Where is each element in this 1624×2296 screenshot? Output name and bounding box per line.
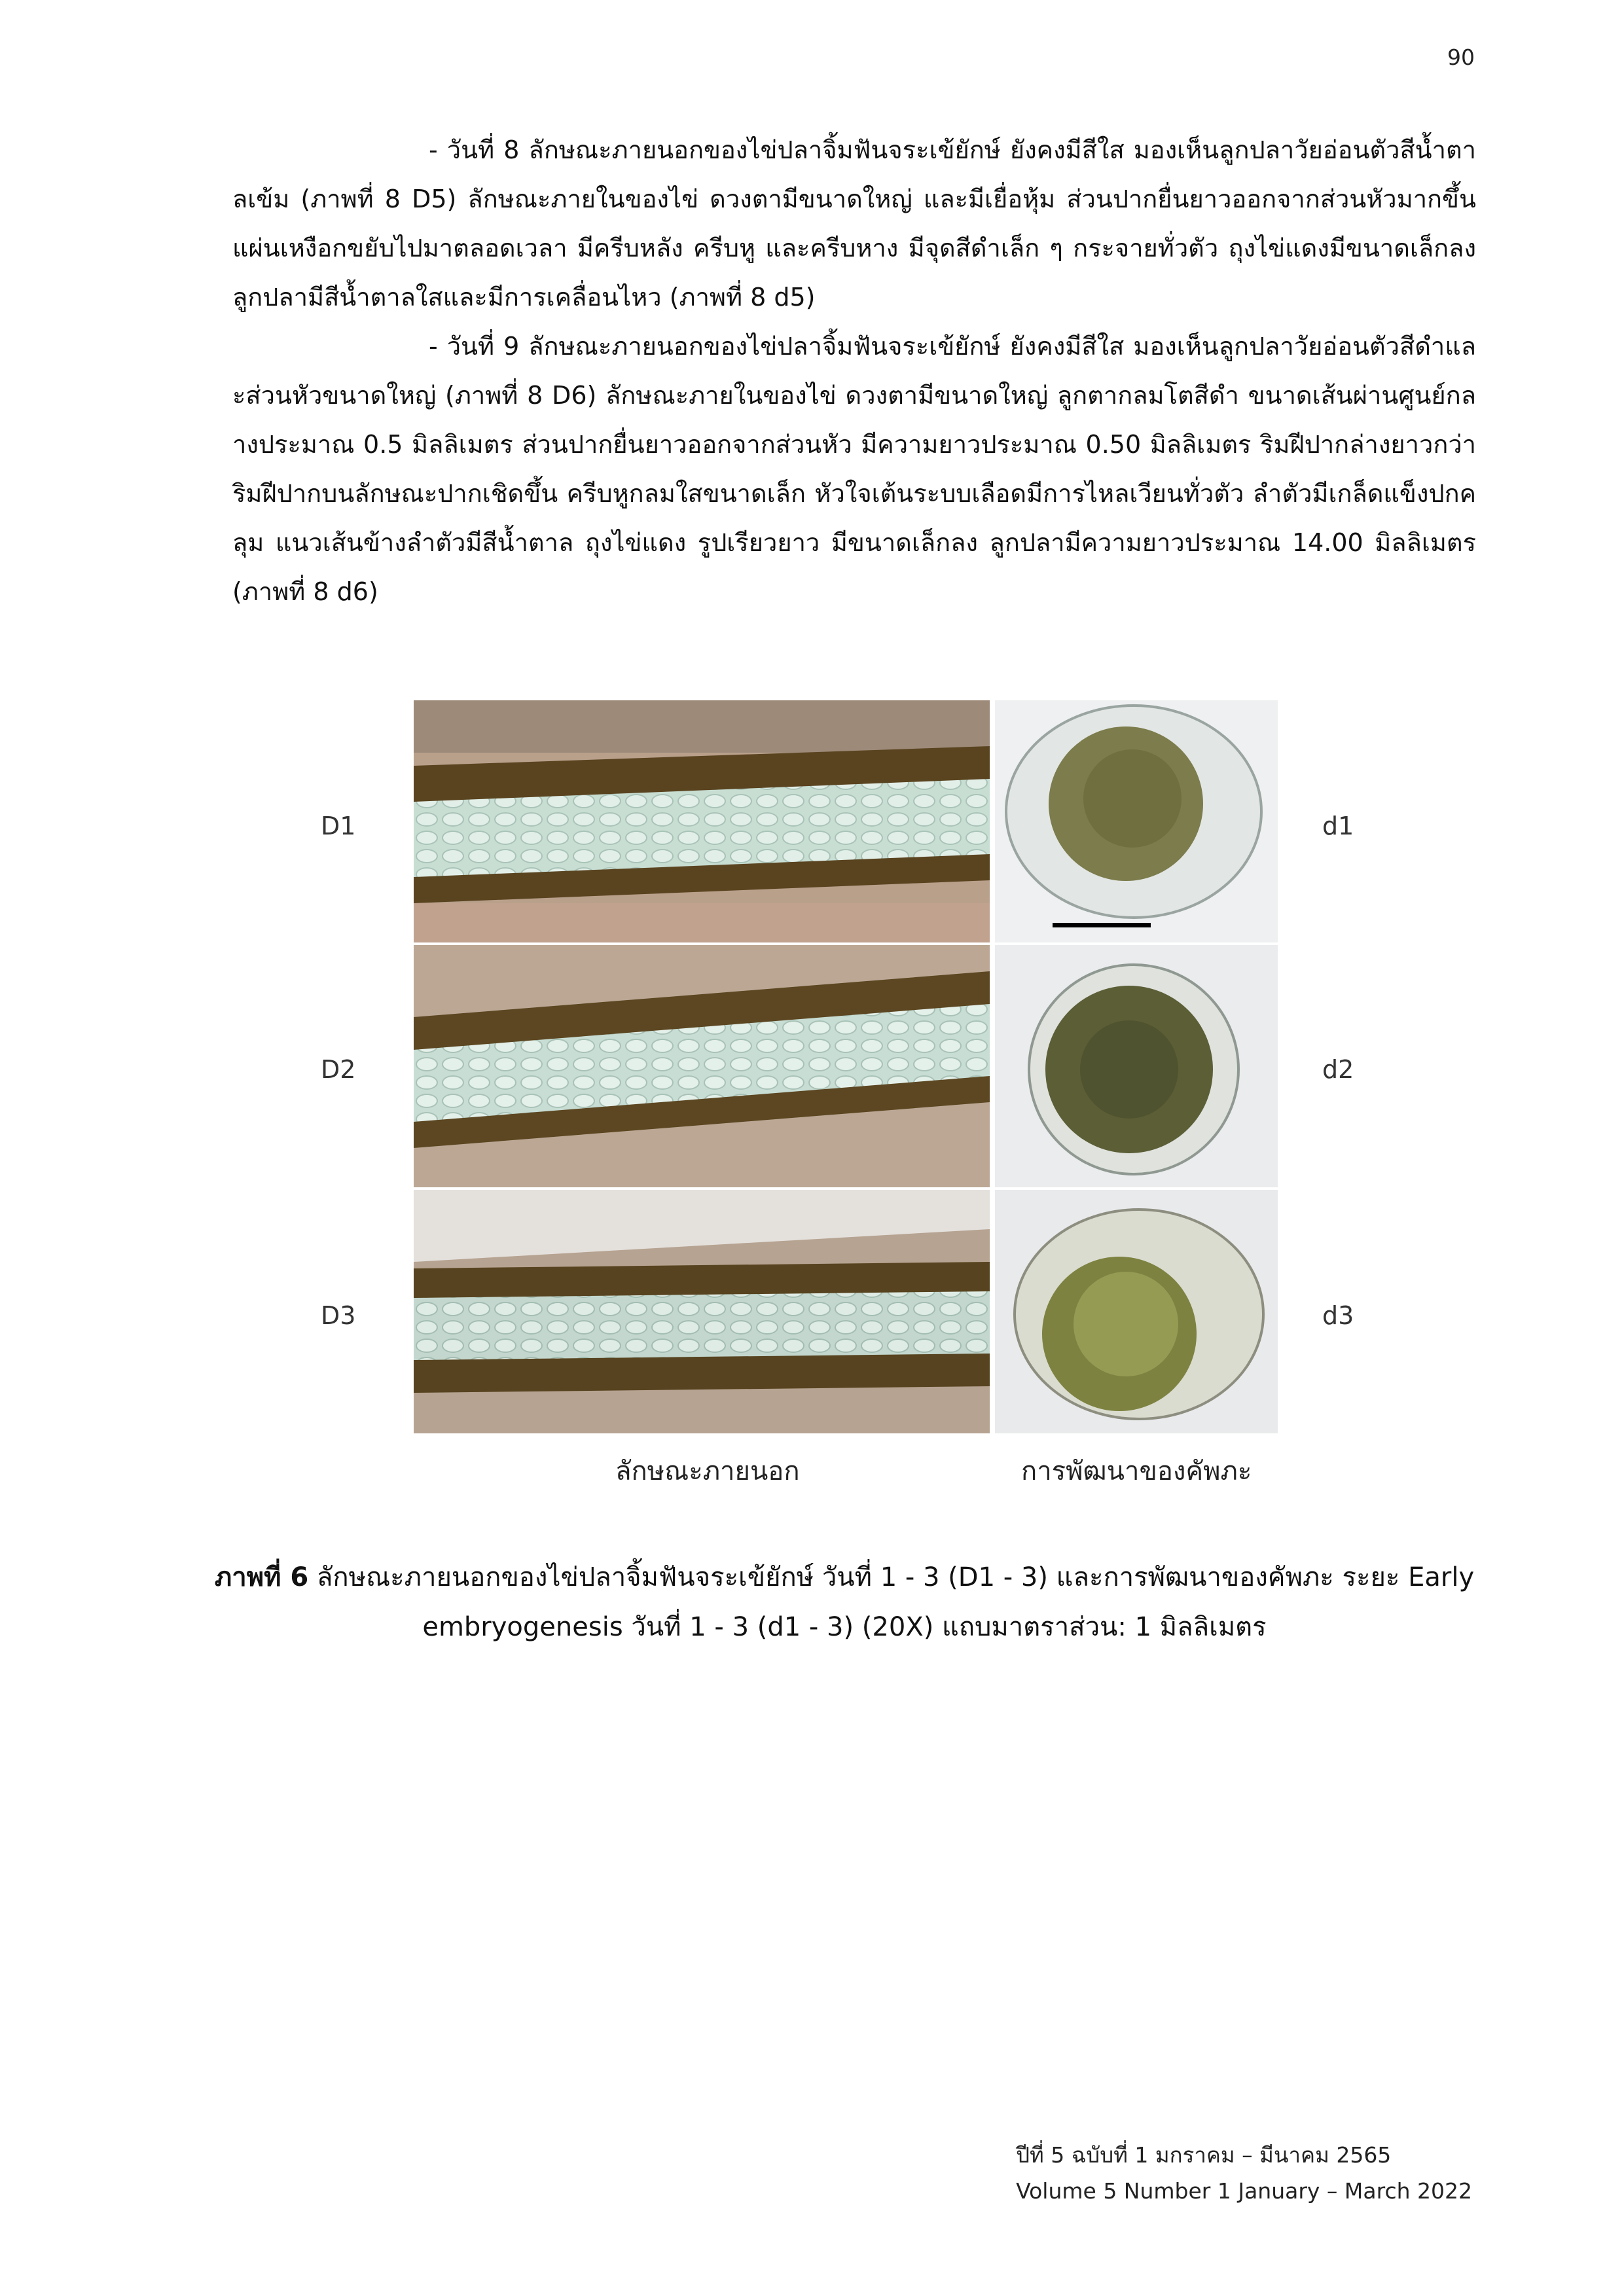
paragraph-day-8: - วันที่ 8 ลักษณะภายนอกของไข่ปลาจิ้มฟันจระเข้ยักษ์ ยังคงมีสีใส มองเห็นลูกปลาวัยอ่อนตัวสีน้ำตาลเข้ม (ภาพที่ 8 D5) ลักษณะภายในของไข่ ดวงตามีขนาดใหญ่ และมีเยื่อหุ้ม ส่วนปากยื่นยาวออกจากส่วนหัวมากขึ้น แผ่นเหงือกขยับไปมาตลอดเวลา มีครีบหลัง ครีบหู และครีบหาง มีจุดสีดำเล็ก ๆ กระจายทั่วตัว ถุงไข่แดงมีขนาดเล็กลง ลูกปลามีสีน้ำตาลใสและมีการเคลื่อนไหว (ภาพที่ 8 d5) (232, 135, 1476, 312)
figure-label-d2: d2 (1322, 1055, 1354, 1084)
figure-caption (209, 1552, 1479, 1652)
page-number: 90 (1447, 45, 1475, 70)
footer (1016, 2137, 1472, 2209)
figure-label-d3: d3 (1322, 1301, 1354, 1330)
footer-english: Volume 5 Number 1 January – March 2022 (1016, 2178, 1472, 2204)
photo-D3-egg-strand (414, 1190, 990, 1433)
figure-caption-text: ลักษณะภายนอกของไข่ปลาจิ้มฟันจระเข้ยักษ์ วันที่ 1 - 3 (D1 - 3) และการพัฒนาของคัพภะ ระยะ Early embryogenesis วันที่ 1 - 3 (d1 - 3) (20X) แถบมาตราส่วน: 1 มิลลิเมตร (308, 1562, 1475, 1642)
body-text (232, 126, 1476, 617)
figure-label-D2: D2 (321, 1055, 356, 1084)
photo-D2-egg-strand (414, 945, 990, 1187)
paragraph-day-9: - วันที่ 9 ลักษณะภายนอกของไข่ปลาจิ้มฟันจระเข้ยักษ์ ยังคงมีสีใส มองเห็นลูกปลาวัยอ่อนตัวสีดำและส่วนหัวขนาดใหญ่ (ภาพที่ 8 D6) ลักษณะภายในของไข่ ดวงตามีขนาดใหญ่ ลูกตากลมโตสีดำ ขนาดเส้นผ่านศูนย์กลางประมาณ 0.5 มิลลิเมตร ส่วนปากยื่นยาวออกจากส่วนหัว มีความยาวประมาณ 0.50 มิลลิเมตร ริมฝีปากล่างยาวกว่าริมฝีปากบนลักษณะปากเชิดขึ้น ครีบหูกลมใสขนาดเล็ก หัวใจเต้นระบบเลือดมีการไหลเวียนทั่วตัว ลำตัวมีเกล็ดแข็งปกคลุม แนวเส้นข้างลำตัวมีสีน้ำตาล ถุงไข่แดง รูปเรียวยาว มีขนาดเล็กลง ลูกปลามีความยาวประมาณ 14.00 มิลลิเมตร (ภาพที่ 8 d6) (232, 332, 1476, 606)
figure-caption-label: ภาพที่ 6 (214, 1562, 309, 1592)
figure-label-D1: D1 (321, 812, 356, 840)
figure-label-d1: d1 (1322, 812, 1354, 840)
micrograph-d3-embryo (995, 1190, 1278, 1433)
micrograph-d1-embryo (995, 700, 1278, 942)
sub-caption-external: ลักษณะภายนอก (615, 1456, 800, 1486)
footer-thai: ปีที่ 5 ฉบับที่ 1 มกราคม – มีนาคม 2565 (1016, 2142, 1392, 2168)
figure-label-D3: D3 (321, 1301, 356, 1330)
photo-D1-egg-strand (414, 700, 990, 942)
sub-caption-embryo: การพัฒนาของคัพภะ (1021, 1456, 1252, 1486)
micrograph-d2-embryo (995, 945, 1278, 1187)
figure (414, 700, 1278, 1437)
